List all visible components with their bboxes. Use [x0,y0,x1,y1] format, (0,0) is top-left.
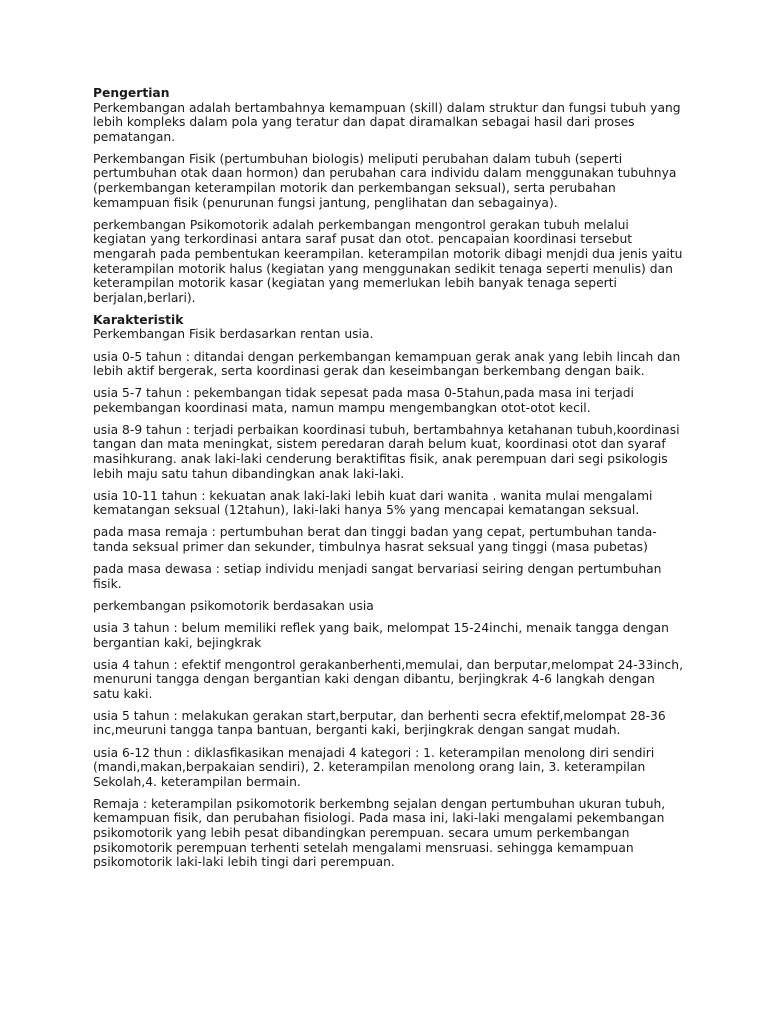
paragraph: Remaja : keterampilan psikomotorik berkembng sejalan dengan pertumbuhan ukuran tubuh, kemampuan fisik, dan perubahan fisiologi. Pada masa ini, laki-laki mengalami pekembangan psikomotorik yang lebih pesat dibandingkan perempuan. secara umum perkembangan psikomotorik perempuan terhenti setelah mengalami mensruasi. sehingga kemampuan psikomotorik laki-laki lebih tingi dari perempuan. [93,796,666,870]
section-pengertian [93,86,683,305]
paragraph: Perkembangan Fisik berdasarkan rentan usia. [93,327,374,342]
document-page [93,86,683,877]
paragraph: usia 8-9 tahun : terjadi perbaikan koordinasi tubuh, bertambahnya ketahanan tubuh,koordinasi tangan dan mata meningkat, sistem peredaran darah belum kuat, koordinasi otot dan syaraf masihkurang. anak laki-laki cenderung beraktifitas fisik, anak perempuan dari segi psikologis lebih maju satu tahun dibandingkan anak laki-laki. [93,422,680,481]
section-heading: Karakteristik [93,312,184,327]
paragraph: usia 10-11 tahun : kekuatan anak laki-laki lebih kuat dari wanita . wanita mulai mengalami kematangan seksual (12tahun), laki-laki hanya 5% yang mencapai kematangan seksual. [93,488,653,518]
paragraph: perkembangan psikomotorik berdasakan usia [93,598,374,613]
paragraph: usia 5 tahun : melakukan gerakan start,berputar, dan berhenti secra efektif,melompat 28-36 inc,meuruni tangga tanpa bantuan, berganti kaki, berjingkrak dengan sangat mudah. [93,708,666,738]
paragraph: usia 3 tahun : belum memiliki reflek yang baik, melompat 15-24inchi, menaik tangga dengan bergantian kaki, bejingkrak [93,620,669,650]
section-karakteristik [93,313,683,870]
paragraph: pada masa remaja : pertumbuhan berat dan tinggi badan yang cepat, pertumbuhan tanda-tanda seksual primer dan sekunder, timbulnya hasrat seksual yang tinggi (masa pubetas) [93,525,657,555]
paragraph: pada masa dewasa : setiap individu menjadi sangat bervariasi seiring dengan pertumbuhan fisik. [93,562,662,591]
paragraph: Perkembangan Fisik (pertumbuhan biologis) meliputi perubahan dalam tubuh (seperti pertumbuhan otak daan hormon) dan perubahan cara individu dalam menggunakan tubuhnya (perkembangan keterampilan motorik dan perkembangan seksual), serta perubahan kemampuan fisik (penurunan fungsi jantung, penglihatan dan sebagainya). [93,151,677,210]
section-heading: Pengertian [93,86,170,100]
paragraph: usia 4 tahun : efektif mengontrol gerakanberhenti,memulai, dan berputar,melompat 24-33inch, menuruni tangga dengan bergantian kaki dengan dibantu, berjingkrak 4-6 langkah dengan satu kaki. [93,657,684,701]
paragraph: usia 6-12 thun : diklasfikasikan menajadi 4 kategori : 1. keterampilan menolong diri sendiri (mandi,makan,berpakaian sendiri), 2. keterampilan menolong orang lain, 3. keterampilan Sekolah,4. keterampilan bermain. [93,745,655,789]
paragraph: perkembangan Psikomotorik adalah perkembangan mengontrol gerakan tubuh melalui kegiatan yang terkordinasi antara saraf pusat dan otot. pencapaian koordinasi tersebut mengarah pada pembentukan keerampilan. keterampilan motorik dibagi menjdi dua jenis yaitu keterampilan motorik halus (kegiatan yang menggunakan sedikit tenaga seperti menulis) dan keterampilan motorik kasar (kegiatan yang memerlukan lebih banyak tenaga seperti berjalan,berlari). [93,217,683,305]
paragraph: usia 0-5 tahun : ditandai dengan perkembangan kemampuan gerak anak yang lebih lincah dan lebih aktif bergerak, serta koordinasi gerak dan keseimbangan berkembang dengan baik. [93,349,681,379]
paragraph: Perkembangan adalah bertambahnya kemampuan (skill) dalam struktur dan fungsi tubuh yang lebih kompleks dalam pola yang teratur dan dapat diramalkan sebagai hasil dari proses pematangan. [93,100,681,144]
paragraph: usia 5-7 tahun : pekembangan tidak sepesat pada masa 0-5tahun,pada masa ini terjadi pekembangan koordinasi mata, namun mampu mengembangkan otot-otot kecil. [93,386,634,415]
